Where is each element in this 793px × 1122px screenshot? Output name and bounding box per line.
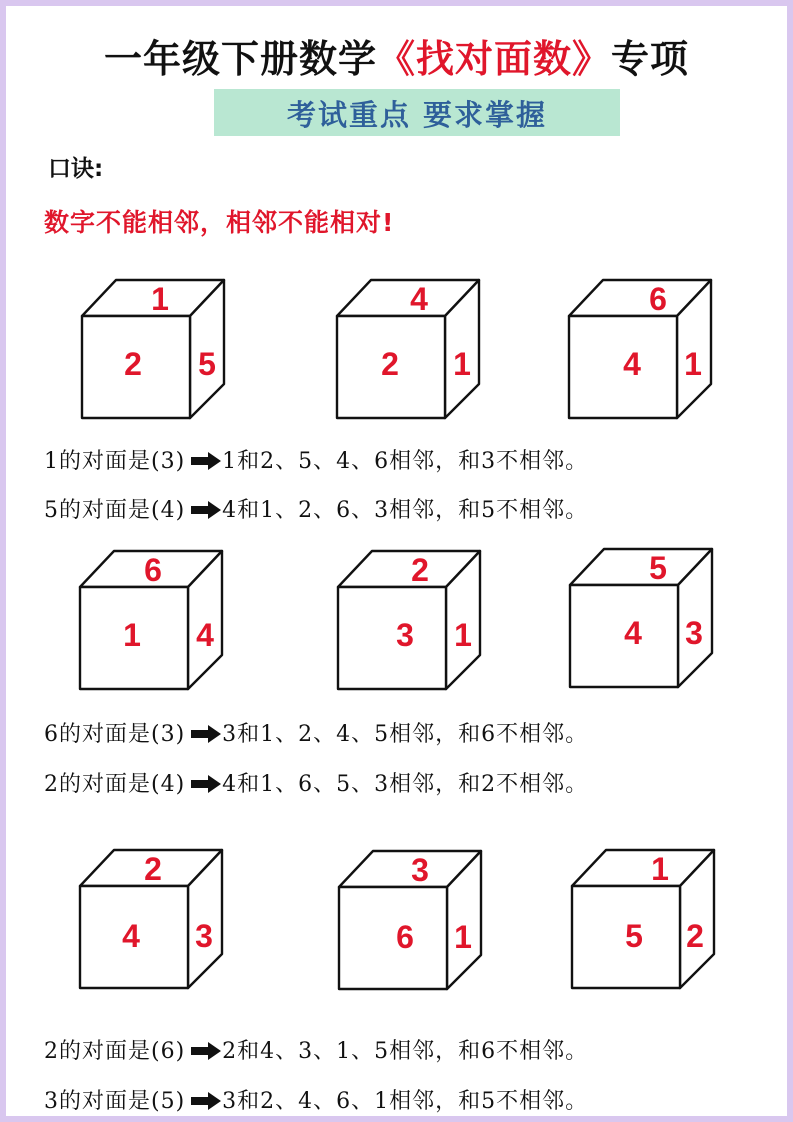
- cube-r0-c2: [569, 280, 719, 425]
- right-arrow-icon: [191, 725, 221, 743]
- answer-line-r1-1: [44, 767, 588, 798]
- cube-top-number: 4: [410, 281, 428, 317]
- right-arrow-icon: [191, 1092, 221, 1110]
- answer-explanation: 2和4、3、1、5相邻，和6不相邻。: [222, 1039, 589, 1064]
- cube-right-number: 3: [195, 918, 213, 954]
- cube-right-number: 1: [454, 617, 472, 653]
- cube-top-number: 1: [651, 851, 669, 887]
- answer-question: 2的对面是(4): [44, 772, 186, 797]
- cube-r2-c2: [572, 850, 722, 995]
- answer-explanation: 4和1、6、5、3相邻，和2不相邻。: [222, 772, 589, 797]
- cube-top-number: 3: [411, 852, 429, 888]
- cube-right-number: 1: [453, 346, 471, 382]
- title-prefix: 一年级下册数学: [103, 37, 377, 81]
- page-title: [6, 28, 787, 83]
- answer-explanation: 1和2、5、4、6相邻，和3不相邻。: [222, 449, 589, 474]
- cube-right-number: 4: [196, 617, 214, 653]
- cube-front-face: [339, 887, 447, 989]
- cube-right-number: 2: [686, 918, 704, 954]
- cube-front-number: 4: [122, 918, 140, 954]
- answer-question: 6的对面是(3): [44, 722, 186, 747]
- cube-top-number: 6: [649, 281, 667, 317]
- cube-r1-c0: [80, 551, 230, 696]
- cube-r1-c1: [338, 551, 488, 696]
- answer-question: 1的对面是(3): [44, 449, 186, 474]
- cube-right-number: 3: [685, 615, 703, 651]
- rhyme-label: 口诀:: [48, 156, 104, 182]
- subtitle-banner: [214, 89, 620, 136]
- cube-front-number: 6: [396, 919, 414, 955]
- right-arrow-icon: [191, 501, 221, 519]
- answer-line-r0-0: [44, 444, 588, 475]
- cube-front-number: 4: [623, 346, 641, 382]
- title-suffix: 专项: [611, 37, 690, 81]
- answer-line-r0-1: [44, 493, 588, 524]
- subtitle: 考试重点 要求掌握: [286, 98, 548, 132]
- cube-front-number: 1: [123, 617, 141, 653]
- answer-line-r2-0: [44, 1034, 588, 1065]
- cube-r2-c1: [339, 851, 489, 996]
- answer-explanation: 4和1、2、6、3相邻，和5不相邻。: [222, 498, 589, 523]
- cube-front-number: 4: [624, 615, 642, 651]
- cube-top-number: 5: [649, 550, 667, 586]
- right-arrow-icon: [191, 775, 221, 793]
- cube-r0-c0: [82, 280, 232, 425]
- cube-front-number: 2: [381, 346, 399, 382]
- cube-right-number: 1: [684, 346, 702, 382]
- answer-question: 2的对面是(6): [44, 1039, 186, 1064]
- answer-question: 3的对面是(5): [44, 1089, 186, 1114]
- cube-right-number: 5: [198, 346, 216, 382]
- cube-top-number: 2: [144, 851, 162, 887]
- cube-front-number: 5: [625, 918, 643, 954]
- cube-right-number: 1: [454, 919, 472, 955]
- right-arrow-icon: [191, 1042, 221, 1060]
- answer-explanation: 3和2、4、6、1相邻，和5不相邻。: [222, 1089, 589, 1114]
- cube-front-face: [338, 587, 446, 689]
- rhyme-text: 数字不能相邻，相邻不能相对!: [44, 208, 395, 237]
- answer-line-r1-0: [44, 717, 588, 748]
- cube-top-number: 2: [411, 552, 429, 588]
- cube-r0-c1: [337, 280, 487, 425]
- cube-top-number: 6: [144, 552, 162, 588]
- title-highlight: 《找对面数》: [376, 37, 611, 81]
- answer-explanation: 3和1、2、4、5相邻，和6不相邻。: [222, 722, 589, 747]
- answer-question: 5的对面是(4): [44, 498, 186, 523]
- cube-front-number: 2: [124, 346, 142, 382]
- cube-top-number: 1: [151, 281, 169, 317]
- cube-r2-c0: [80, 850, 230, 995]
- answer-line-r2-1: [44, 1084, 588, 1115]
- cube-r1-c2: [570, 549, 720, 694]
- cube-front-number: 3: [396, 617, 414, 653]
- right-arrow-icon: [191, 452, 221, 470]
